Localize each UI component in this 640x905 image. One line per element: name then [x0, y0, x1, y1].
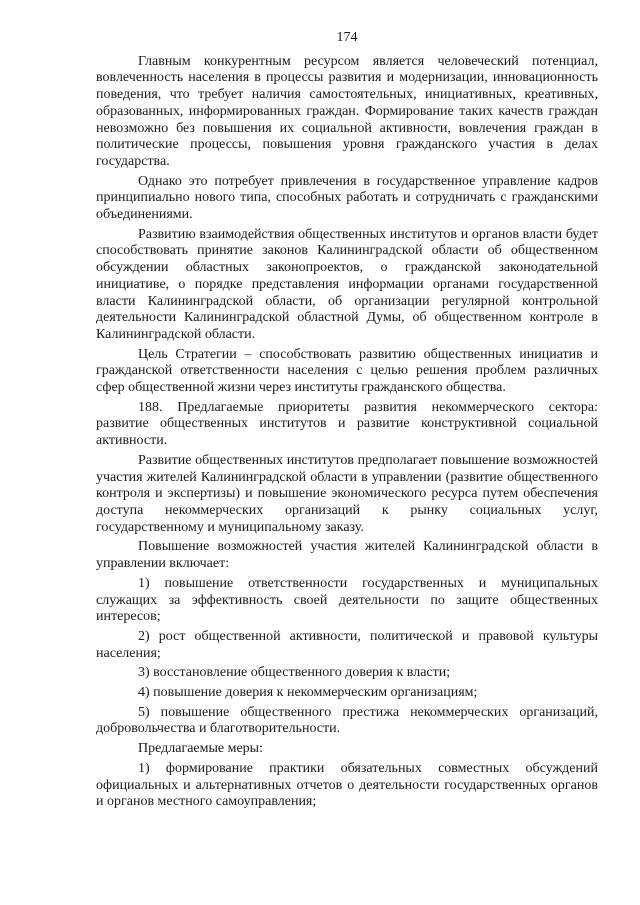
measure-item-1: 1) формирование практики обязательных совместных обсуждений официальных и альтернативных отчетов о деятельности государственных органов и органов местного самоуправления;	[96, 760, 598, 810]
paragraph-laws: Развитию взаимодействия общественных институтов и органов власти будет способствовать принятие законов Калининградской области об общественном обсуждении областных законопроектов, о гражданской законодательной инициативе, о порядке представления информации органами государственной власти Калининградской области, об организации регулярной контрольной деятельности Калининградской областной Думы, об общественном контроле в Калининградской области.	[96, 226, 598, 342]
paragraph-new-personnel: Однако это потребует привлечения в государственное управление кадров принципиально нового типа, способных работать и сотрудничать с гражданскими объединениями.	[96, 173, 598, 223]
page-number: 174	[336, 30, 358, 45]
document-page	[96, 30, 598, 814]
paragraph-participation-includes: Повышение возможностей участия жителей Калининградской области в управлении включает:	[96, 539, 598, 572]
paragraph-strategy-goal: Цель Стратегии – способствовать развитию общественных инициатив и гражданской ответственности населения с целью решения проблем различных сфер общественной жизни через институты гражданского общества.	[96, 346, 598, 396]
paragraph-institutions-development: Развитие общественных институтов предполагает повышение возможностей участия жителей Калининградской области в управлении (развитие общественного контроля и экспертизы) и повышение экономического ресурса путем обеспечения доступа некоммерческих организаций к рынку социальных услуг, государственному и муниципальному заказу.	[96, 452, 598, 535]
list-item-5: 5) повышение общественного престижа некоммерческих организаций, добровольчества и благотворительности.	[96, 704, 598, 737]
paragraph-proposed-measures: Предлагаемые меры:	[138, 741, 263, 757]
list-item-1: 1) повышение ответственности государственных и муниципальных служащих за эффективность своей деятельности по защите общественных интересов;	[96, 575, 598, 625]
list-item-2: 2) рост общественной активности, политической и правовой культуры населения;	[96, 628, 598, 661]
list-item-4: 4) повышение доверия к некоммерческим организациям;	[138, 685, 478, 701]
list-item-3: 3) восстановление общественного доверия к власти;	[138, 665, 451, 681]
paragraph-human-potential: Главным конкурентным ресурсом является человеческий потенциал, вовлеченность населения в процессы развития и модернизации, инновационность поведения, что требует наличия самостоятельных, инициативных, креативных, образованных, информированных граждан. Формирование таких качеств граждан невозможно без повышения их социальной активности, вовлечения граждан в политические процессы, повышения уровня гражданского участия в делах государства.	[96, 53, 598, 169]
paragraph-item-188: 188. Предлагаемые приоритеты развития некоммерческого сектора: развитие общественных институтов и развитие конструктивной социальной активности.	[96, 399, 598, 449]
